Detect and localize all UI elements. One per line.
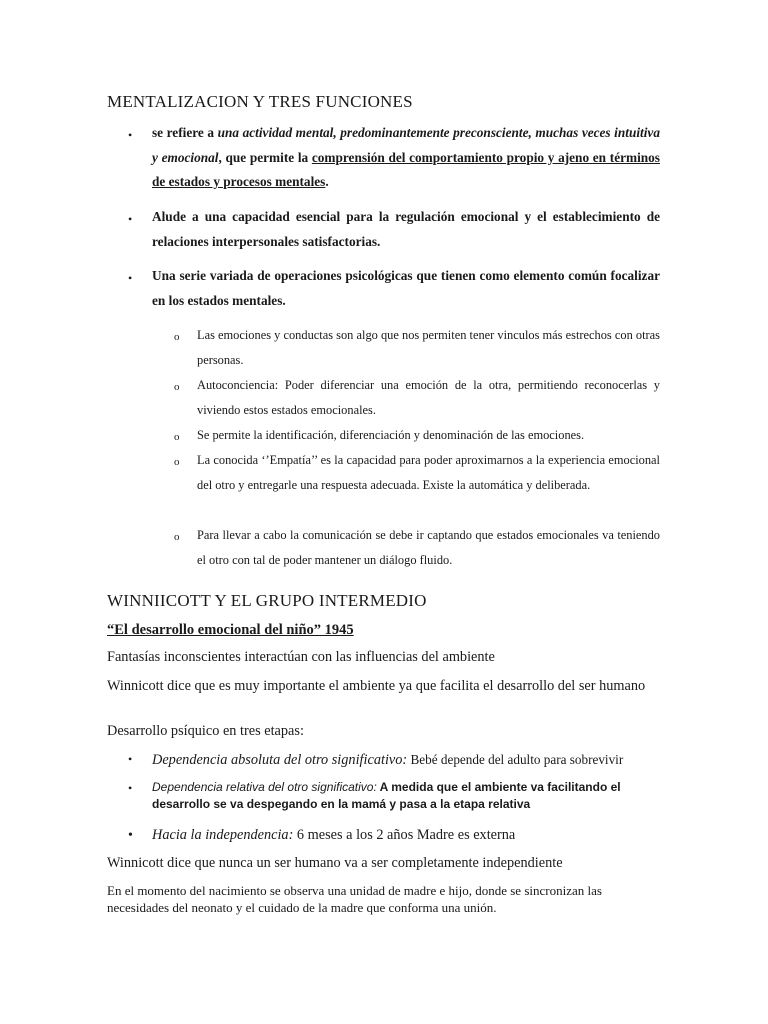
bullet-marker: • [128,212,133,226]
stage-3 [152,826,672,845]
subtitle-desarrollo: “El desarrollo emocional del niño” 1945 [107,622,354,638]
paragraph-fantasias: Fantasías inconscientes interactúan con las influencias del ambiente [107,649,495,665]
stage-3-label: Hacia la independencia: [152,827,294,843]
subitem-3: Se permite la identificación, diferenciación y denominación de las emociones. [197,428,585,442]
bullet-marker: • [128,828,133,843]
sub-marker: o [174,456,180,468]
bullet-3: Una serie variada de operaciones psicológicas que tienen como elemento común focalizar en los estados mentales. [152,268,660,308]
stage-3-text: 6 meses a los 2 años Madre es externa [293,827,516,843]
subitem-4: La conocida ‘’Empatía’’ es la capacidad para poder aproximarnos a la experiencia emocional del otro y entregarle una respuesta adecuada. Existe la automática y deliberada. [197,453,660,492]
stage-2-text: A medida que el ambiente va facilitando el desarrollo se va despegando en la mamá y pasa a la etapa relativa [152,780,621,811]
bullet-1-mid: , que permite la [218,149,312,165]
bullet-1-pre: se refiere a [152,125,218,140]
sub-marker: o [174,431,180,443]
paragraph-nacimiento: En el momento del nacimiento se observa una unidad de madre e hijo, donde se sincronizan las necesidades del neonato y el cuidado de la madre que conforma una unión. [107,883,602,915]
paragraph-independiente: Winnicott dice que nunca un ser humano va a ser completamente independiente [107,855,563,871]
sub-marker: o [174,331,180,343]
section-title-mentalizacion: MENTALIZACION Y TRES FUNCIONES [107,92,413,111]
sub-marker: o [174,531,180,543]
stage-2 [152,779,672,813]
bullet-marker: • [128,781,133,795]
stage-1-text: Bebé depende del adulto para sobrevivir [407,752,624,767]
stage-1 [152,750,672,770]
paragraph-ambiente: Winnicott dice que es muy importante el ambiente ya que facilita el desarrollo del ser humano [107,678,646,694]
section-title-winnicott: WINNIICOTT Y EL GRUPO INTERMEDIO [107,591,427,610]
bullet-marker: • [128,752,133,766]
bullet-2: Alude a una capacidad esencial para la regulación emocional y el establecimiento de relaciones interpersonales satisfactorias. [152,209,660,249]
subitem-2: Autoconciencia: Poder diferenciar una emoción de la otra, permitiendo reconocerlas y viviendo estos estados emocionales. [197,378,660,417]
bullet-1 [152,121,660,195]
bullet-1-underlined: comprensión del comportamiento propio y ajeno en términos de estados y procesos mentales [152,149,660,189]
bullet-marker: • [128,128,133,142]
subitem-5: Para llevar a cabo la comunicación se debe ir captando que estados emocionales va teniendo el otro con tal de poder mantener un diálogo fluido. [197,528,660,567]
paragraph-etapas: Desarrollo psíquico en tres etapas: [107,723,304,739]
subitem-1: Las emociones y conductas son algo que nos permiten tener vinculos más estrechos con otras personas. [197,328,660,367]
bullet-1-italic: una actividad mental, predominantemente preconsciente, muchas veces intuitiva y emocional [152,125,660,165]
stage-2-label: Dependencia relativa del otro significativo: [152,780,377,794]
sub-marker: o [174,381,180,393]
bullet-marker: • [128,271,133,285]
stage-1-label: Dependencia absoluta del otro significativo: [152,752,408,768]
bullet-1-post: . [325,174,329,189]
